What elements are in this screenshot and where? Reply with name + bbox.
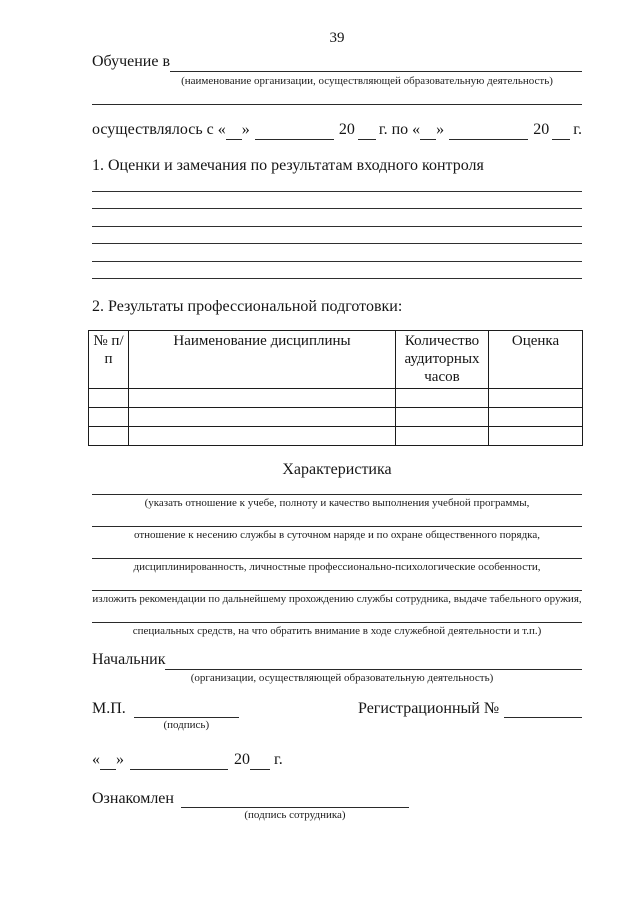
blank-line	[92, 615, 582, 623]
date-year-blank	[250, 766, 270, 770]
registration-group	[358, 700, 582, 718]
blank-line	[92, 487, 582, 495]
blank-line	[92, 96, 582, 105]
table-header-row	[89, 331, 583, 389]
characteristic-pair	[92, 583, 582, 615]
ruled-line	[92, 174, 582, 192]
period-text-2: »	[241, 121, 250, 138]
blank-line	[92, 583, 582, 591]
acquainted-blank-line	[181, 790, 409, 808]
ruled-line	[92, 262, 582, 280]
month-blank-field	[255, 136, 334, 140]
day-blank-field	[226, 136, 242, 140]
characteristic-title: Характеристика	[282, 461, 392, 478]
education-field-row	[92, 52, 582, 72]
stamp-label: М.П.	[92, 700, 126, 717]
table-cell	[396, 389, 489, 408]
table-cell	[129, 427, 396, 446]
year-blank-field	[358, 136, 376, 140]
acquainted-caption: (подпись сотрудника)	[244, 809, 346, 821]
date-row	[92, 750, 582, 770]
table-row	[89, 408, 583, 427]
characteristic-pair	[92, 551, 582, 583]
ruled-line	[92, 192, 582, 210]
characteristic-caption: (указать отношение к учебе, полноту и качество выполнения учебной программы,	[144, 497, 530, 509]
period-text-7: г.	[573, 121, 582, 138]
ruled-line	[92, 227, 582, 245]
characteristic-pair	[92, 519, 582, 551]
education-blank-line	[170, 68, 582, 72]
table-cell	[396, 427, 489, 446]
characteristic-caption: специальных средств, на что обратить внимание в ходе служебной деятельности и т.п.)	[132, 625, 542, 637]
header-number: № п/п	[89, 331, 129, 389]
chief-blank-line	[165, 666, 582, 670]
characteristic-caption: дисциплинированность, личностные профессионально-психологические особенности,	[133, 561, 541, 573]
characteristic-caption: отношение к несению службы в суточном наряде и по охране общественного порядка,	[134, 529, 540, 541]
period-text-3: 20	[338, 121, 355, 138]
date-day-blank	[100, 766, 116, 770]
characteristic-pair	[92, 487, 582, 519]
period-row	[92, 120, 582, 140]
table-cell	[129, 389, 396, 408]
date-text-2: »	[116, 751, 124, 768]
table-cell	[89, 427, 129, 446]
registration-blank-line	[504, 714, 582, 718]
date-text-1: «	[92, 751, 100, 768]
day-blank-field-2	[420, 136, 436, 140]
ruled-line	[92, 209, 582, 227]
ruled-line	[92, 244, 582, 262]
chief-field-row	[92, 650, 582, 670]
table-cell	[89, 408, 129, 427]
signature-field	[134, 700, 239, 732]
month-blank-field-2	[449, 136, 528, 140]
section1-title: 1. Оценки и замечания по результатам входного контроля	[92, 157, 484, 174]
year-blank-field-2	[552, 136, 570, 140]
blank-line	[92, 519, 582, 527]
characteristic-pair	[92, 615, 582, 647]
period-text-5: »	[436, 121, 445, 138]
characteristic-caption: изложить рекомендации по дальнейшему прохождению службы сотрудника, выдаче табельного оружия,	[92, 593, 582, 605]
stamp-signature-row	[92, 700, 582, 736]
table-cell	[489, 389, 583, 408]
period-text-1: осуществлялось с «	[92, 121, 226, 138]
acquainted-row	[92, 790, 582, 822]
table-cell	[396, 408, 489, 427]
results-table	[88, 330, 583, 446]
header-grade: Оценка	[489, 331, 583, 389]
chief-label: Начальник	[92, 651, 166, 668]
table-cell	[489, 408, 583, 427]
chief-caption: (организации, осуществляющей образовательную деятельность)	[190, 672, 494, 684]
header-discipline: Наименование дисциплины	[129, 331, 396, 389]
signature-caption: (подпись)	[163, 719, 210, 731]
header-hours: Количество аудиторных часов	[396, 331, 489, 389]
table-cell	[89, 389, 129, 408]
date-month-blank	[130, 766, 228, 770]
acquainted-label: Ознакомлен	[92, 790, 174, 807]
date-text-3: 20	[234, 751, 250, 768]
table-row	[89, 389, 583, 408]
characteristic-block	[92, 487, 582, 647]
table-row	[89, 427, 583, 446]
table-cell	[129, 408, 396, 427]
section1-ruled-lines	[92, 174, 582, 279]
period-text-4: г. по «	[378, 121, 421, 138]
education-label: Обучение в	[92, 53, 171, 70]
acquainted-field	[181, 790, 409, 822]
section2-title: 2. Результаты профессиональной подготовки:	[92, 298, 403, 315]
signature-blank-line	[134, 700, 239, 718]
page-number: 39	[329, 30, 345, 46]
date-text-4: г.	[274, 751, 283, 768]
table-cell	[489, 427, 583, 446]
period-text-6: 20	[533, 121, 550, 138]
registration-label: Регистрационный №	[358, 700, 500, 717]
blank-line	[92, 551, 582, 559]
organization-caption: (наименование организации, осуществляющей образовательную деятельность)	[181, 75, 553, 87]
